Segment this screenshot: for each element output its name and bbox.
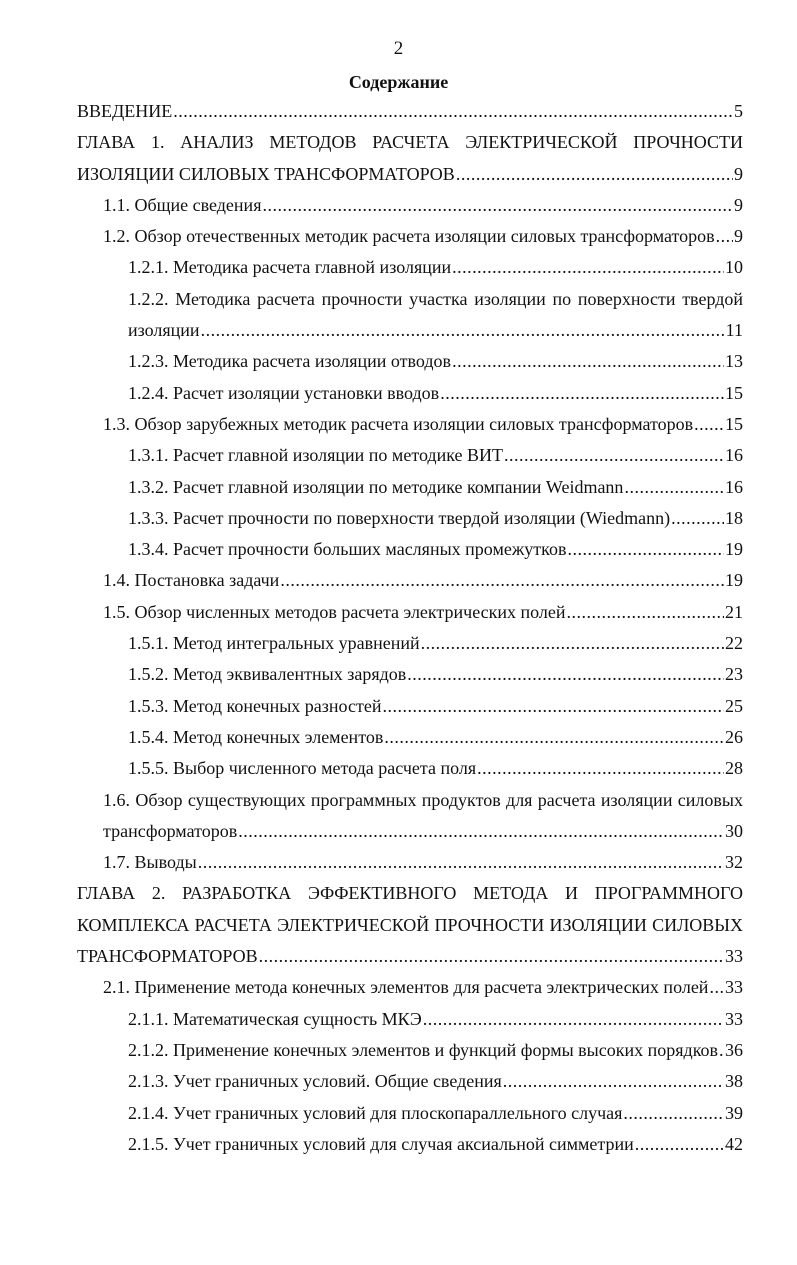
toc-entry-title: 2.1.1. Математическая сущность МКЭ — [128, 1008, 422, 1029]
toc-entry-title-line: 1.2.2. Методика расчета прочности участка изоляции по поверхности твердой — [128, 288, 743, 309]
toc-entry-page: 26 — [725, 726, 743, 747]
toc-entry-title: 1.5.2. Метод эквивалентных зарядов — [128, 664, 407, 685]
toc-entry-title: 1.3.1. Расчет главной изоляции по методике ВИТ — [128, 445, 504, 466]
toc-entry-page: 15 — [725, 382, 743, 403]
dot-leader — [709, 972, 724, 1003]
toc-entry-page: 33 — [725, 977, 743, 998]
toc-entry-1-3-3[interactable] — [128, 503, 743, 534]
toc-entry-page: 16 — [725, 445, 743, 466]
toc-entry-title: 1.1. Общие сведения — [103, 194, 262, 215]
toc-entry-1-1[interactable] — [103, 190, 743, 221]
toc-entry-title: 1.5.3. Метод конечных разностей — [128, 695, 382, 716]
toc-entry-title: 1.3.3. Расчет прочности по поверхности твердой изоляции (Wiedmann) — [128, 507, 671, 528]
dot-leader — [671, 503, 724, 534]
dot-leader — [635, 1129, 724, 1160]
toc-entry-title-line: КОМПЛЕКСА РАСЧЕТА ЭЛЕКТРИЧЕСКОЙ ПРОЧНОСТИ ИЗОЛЯЦИИ СИЛОВЫХ — [77, 914, 743, 935]
dot-leader — [456, 159, 733, 190]
toc-entry-1-3-4[interactable] — [128, 534, 743, 565]
toc-entry-title: ТРАНСФОРМАТОРОВ — [77, 946, 258, 967]
dot-leader — [423, 1004, 724, 1035]
dot-leader — [407, 659, 724, 690]
toc-entry-page: 9 — [734, 194, 743, 215]
toc-entry-page: 39 — [725, 1102, 743, 1123]
toc-entry-page: 32 — [725, 852, 743, 873]
toc-entry-chapter-1[interactable] — [77, 127, 743, 190]
toc-entry-page: 28 — [725, 758, 743, 779]
toc-entry-1-5-1[interactable] — [128, 628, 743, 659]
dot-leader — [198, 847, 724, 878]
toc-entry-title: 2.1.2. Применение конечных элементов и функций формы высоких порядков — [128, 1039, 719, 1060]
toc-entry-1-2-4[interactable] — [128, 378, 743, 409]
toc-entry-title: 1.2.4. Расчет изоляции установки вводов — [128, 382, 440, 403]
toc-entry-page: 13 — [725, 351, 743, 372]
toc-entry-page: 16 — [725, 476, 743, 497]
toc-entry-title: ВВЕДЕНИЕ — [77, 101, 173, 121]
toc-entry-page: 22 — [725, 633, 743, 654]
toc-entry-page: 9 — [734, 226, 743, 247]
toc-entry-title: 1.2.3. Методика расчета изоляции отводов — [128, 351, 452, 372]
dot-leader — [567, 534, 724, 565]
dot-leader — [280, 565, 724, 596]
toc-entry-2-1-5[interactable] — [128, 1129, 743, 1160]
toc-entry-title-line: ГЛАВА 1. АНАЛИЗ МЕТОДОВ РАСЧЕТА ЭЛЕКТРИЧЕСКОЙ ПРОЧНОСТИ — [77, 132, 743, 153]
dot-leader — [201, 315, 725, 346]
toc-entry-1-5-3[interactable] — [128, 691, 743, 722]
dot-leader — [504, 440, 724, 471]
dot-leader — [440, 378, 724, 409]
toc-entry-page: 33 — [725, 1008, 743, 1029]
toc-entry-title: 1.5. Обзор численных методов расчета электрических полей — [103, 601, 566, 622]
toc-entry-1-2-2[interactable] — [128, 284, 743, 347]
toc-entry-1-6[interactable] — [103, 785, 743, 848]
toc-entry-2-1[interactable] — [103, 972, 743, 1003]
dot-leader — [716, 221, 733, 252]
table-of-contents — [0, 96, 797, 1160]
toc-entry-1-5-5[interactable] — [128, 753, 743, 784]
toc-entry-1-4[interactable] — [103, 565, 743, 596]
dot-leader — [624, 472, 724, 503]
page-number: 2 — [393, 38, 404, 59]
toc-title: Содержание — [348, 72, 449, 92]
toc-entry-title: 1.5.4. Метод конечных элементов — [128, 726, 384, 747]
toc-entry-1-5-2[interactable] — [128, 659, 743, 690]
toc-entry-2-1-2[interactable] — [128, 1035, 743, 1066]
dot-leader — [259, 941, 724, 972]
toc-entry-page: 19 — [725, 570, 743, 591]
toc-entry-page: 33 — [725, 946, 743, 967]
toc-entry-1-2-3[interactable] — [128, 346, 743, 377]
toc-entry-page: 9 — [734, 163, 743, 184]
toc-entry-page: 10 — [725, 257, 743, 278]
toc-entry-1-2-1[interactable] — [128, 252, 743, 283]
toc-entry-page: 19 — [725, 539, 743, 560]
dot-leader — [421, 628, 724, 659]
dot-leader — [452, 346, 724, 377]
dot-leader — [567, 597, 724, 628]
toc-entry-2-1-3[interactable] — [128, 1066, 743, 1097]
toc-entry-introduction[interactable] — [77, 96, 743, 127]
dot-leader — [384, 722, 724, 753]
toc-entry-title: 2.1.4. Учет граничных условий для плоскопараллельного случая — [128, 1102, 623, 1123]
toc-entry-page: 15 — [725, 413, 743, 434]
toc-entry-page: 5 — [734, 101, 743, 121]
toc-entry-page: 11 — [725, 320, 743, 341]
toc-entry-1-7[interactable] — [103, 847, 743, 878]
toc-entry-title: 2.1. Применение метода конечных элементов для расчета электрических полей — [103, 977, 709, 998]
toc-entry-1-3-2[interactable] — [128, 472, 743, 503]
toc-entry-title: 2.1.5. Учет граничных условий для случая аксиальной симметрии — [128, 1133, 634, 1154]
dot-leader — [262, 190, 733, 221]
toc-entry-title: 1.4. Постановка задачи — [103, 570, 280, 591]
dot-leader — [238, 816, 724, 847]
toc-entry-title: 2.1.3. Учет граничных условий. Общие сведения — [128, 1071, 502, 1092]
toc-entry-title: 1.5.5. Выбор численного метода расчета поля — [128, 758, 477, 779]
toc-entry-title: изоляции — [128, 320, 200, 341]
toc-entry-page: 30 — [725, 820, 743, 841]
toc-entry-title-line: ГЛАВА 2. РАЗРАБОТКА ЭФФЕКТИВНОГО МЕТОДА И ПРОГРАММНОГО — [77, 883, 743, 904]
toc-entry-page: 23 — [725, 664, 743, 685]
toc-entry-title: 1.3.2. Расчет главной изоляции по методике компании Weidmann — [128, 476, 624, 497]
dot-leader — [452, 252, 724, 283]
toc-entry-1-5-4[interactable] — [128, 722, 743, 753]
toc-entry-1-5[interactable] — [103, 597, 743, 628]
dot-leader — [719, 1035, 724, 1066]
dot-leader — [623, 1098, 724, 1129]
toc-entry-title: 1.3. Обзор зарубежных методик расчета изоляции силовых трансформаторов — [103, 413, 694, 434]
toc-entry-2-1-1[interactable] — [128, 1004, 743, 1035]
toc-entry-page: 18 — [725, 507, 743, 528]
dot-leader — [694, 409, 724, 440]
toc-entry-1-3[interactable] — [103, 409, 743, 440]
toc-entry-1-2[interactable] — [103, 221, 743, 252]
toc-entry-page: 36 — [725, 1039, 743, 1060]
toc-entry-title: ИЗОЛЯЦИИ СИЛОВЫХ ТРАНСФОРМАТОРОВ — [77, 163, 455, 184]
toc-entry-page: 38 — [725, 1071, 743, 1092]
dot-leader — [503, 1066, 724, 1097]
toc-entry-page: 25 — [725, 695, 743, 716]
toc-entry-1-3-1[interactable] — [128, 440, 743, 471]
toc-entry-title: 1.2.1. Методика расчета главной изоляции — [128, 257, 452, 278]
toc-entry-title: 1.5.1. Метод интегральных уравнений — [128, 633, 420, 654]
toc-entry-title: 1.7. Выводы — [103, 852, 197, 873]
toc-entry-chapter-2[interactable] — [77, 878, 743, 972]
toc-entry-page: 21 — [725, 601, 743, 622]
dot-leader — [382, 691, 724, 722]
toc-entry-title: трансформаторов — [103, 820, 238, 841]
toc-entry-title: 1.3.4. Расчет прочности больших масляных промежутков — [128, 539, 567, 560]
toc-entry-title: 1.2. Обзор отечественных методик расчета изоляции силовых трансформаторов — [103, 226, 715, 247]
toc-entry-title-line: 1.6. Обзор существующих программных продуктов для расчета изоляции силовых — [103, 789, 743, 810]
toc-entry-2-1-4[interactable] — [128, 1098, 743, 1129]
dot-leader — [477, 753, 724, 784]
toc-entry-page: 42 — [725, 1133, 743, 1154]
dot-leader — [173, 96, 733, 127]
